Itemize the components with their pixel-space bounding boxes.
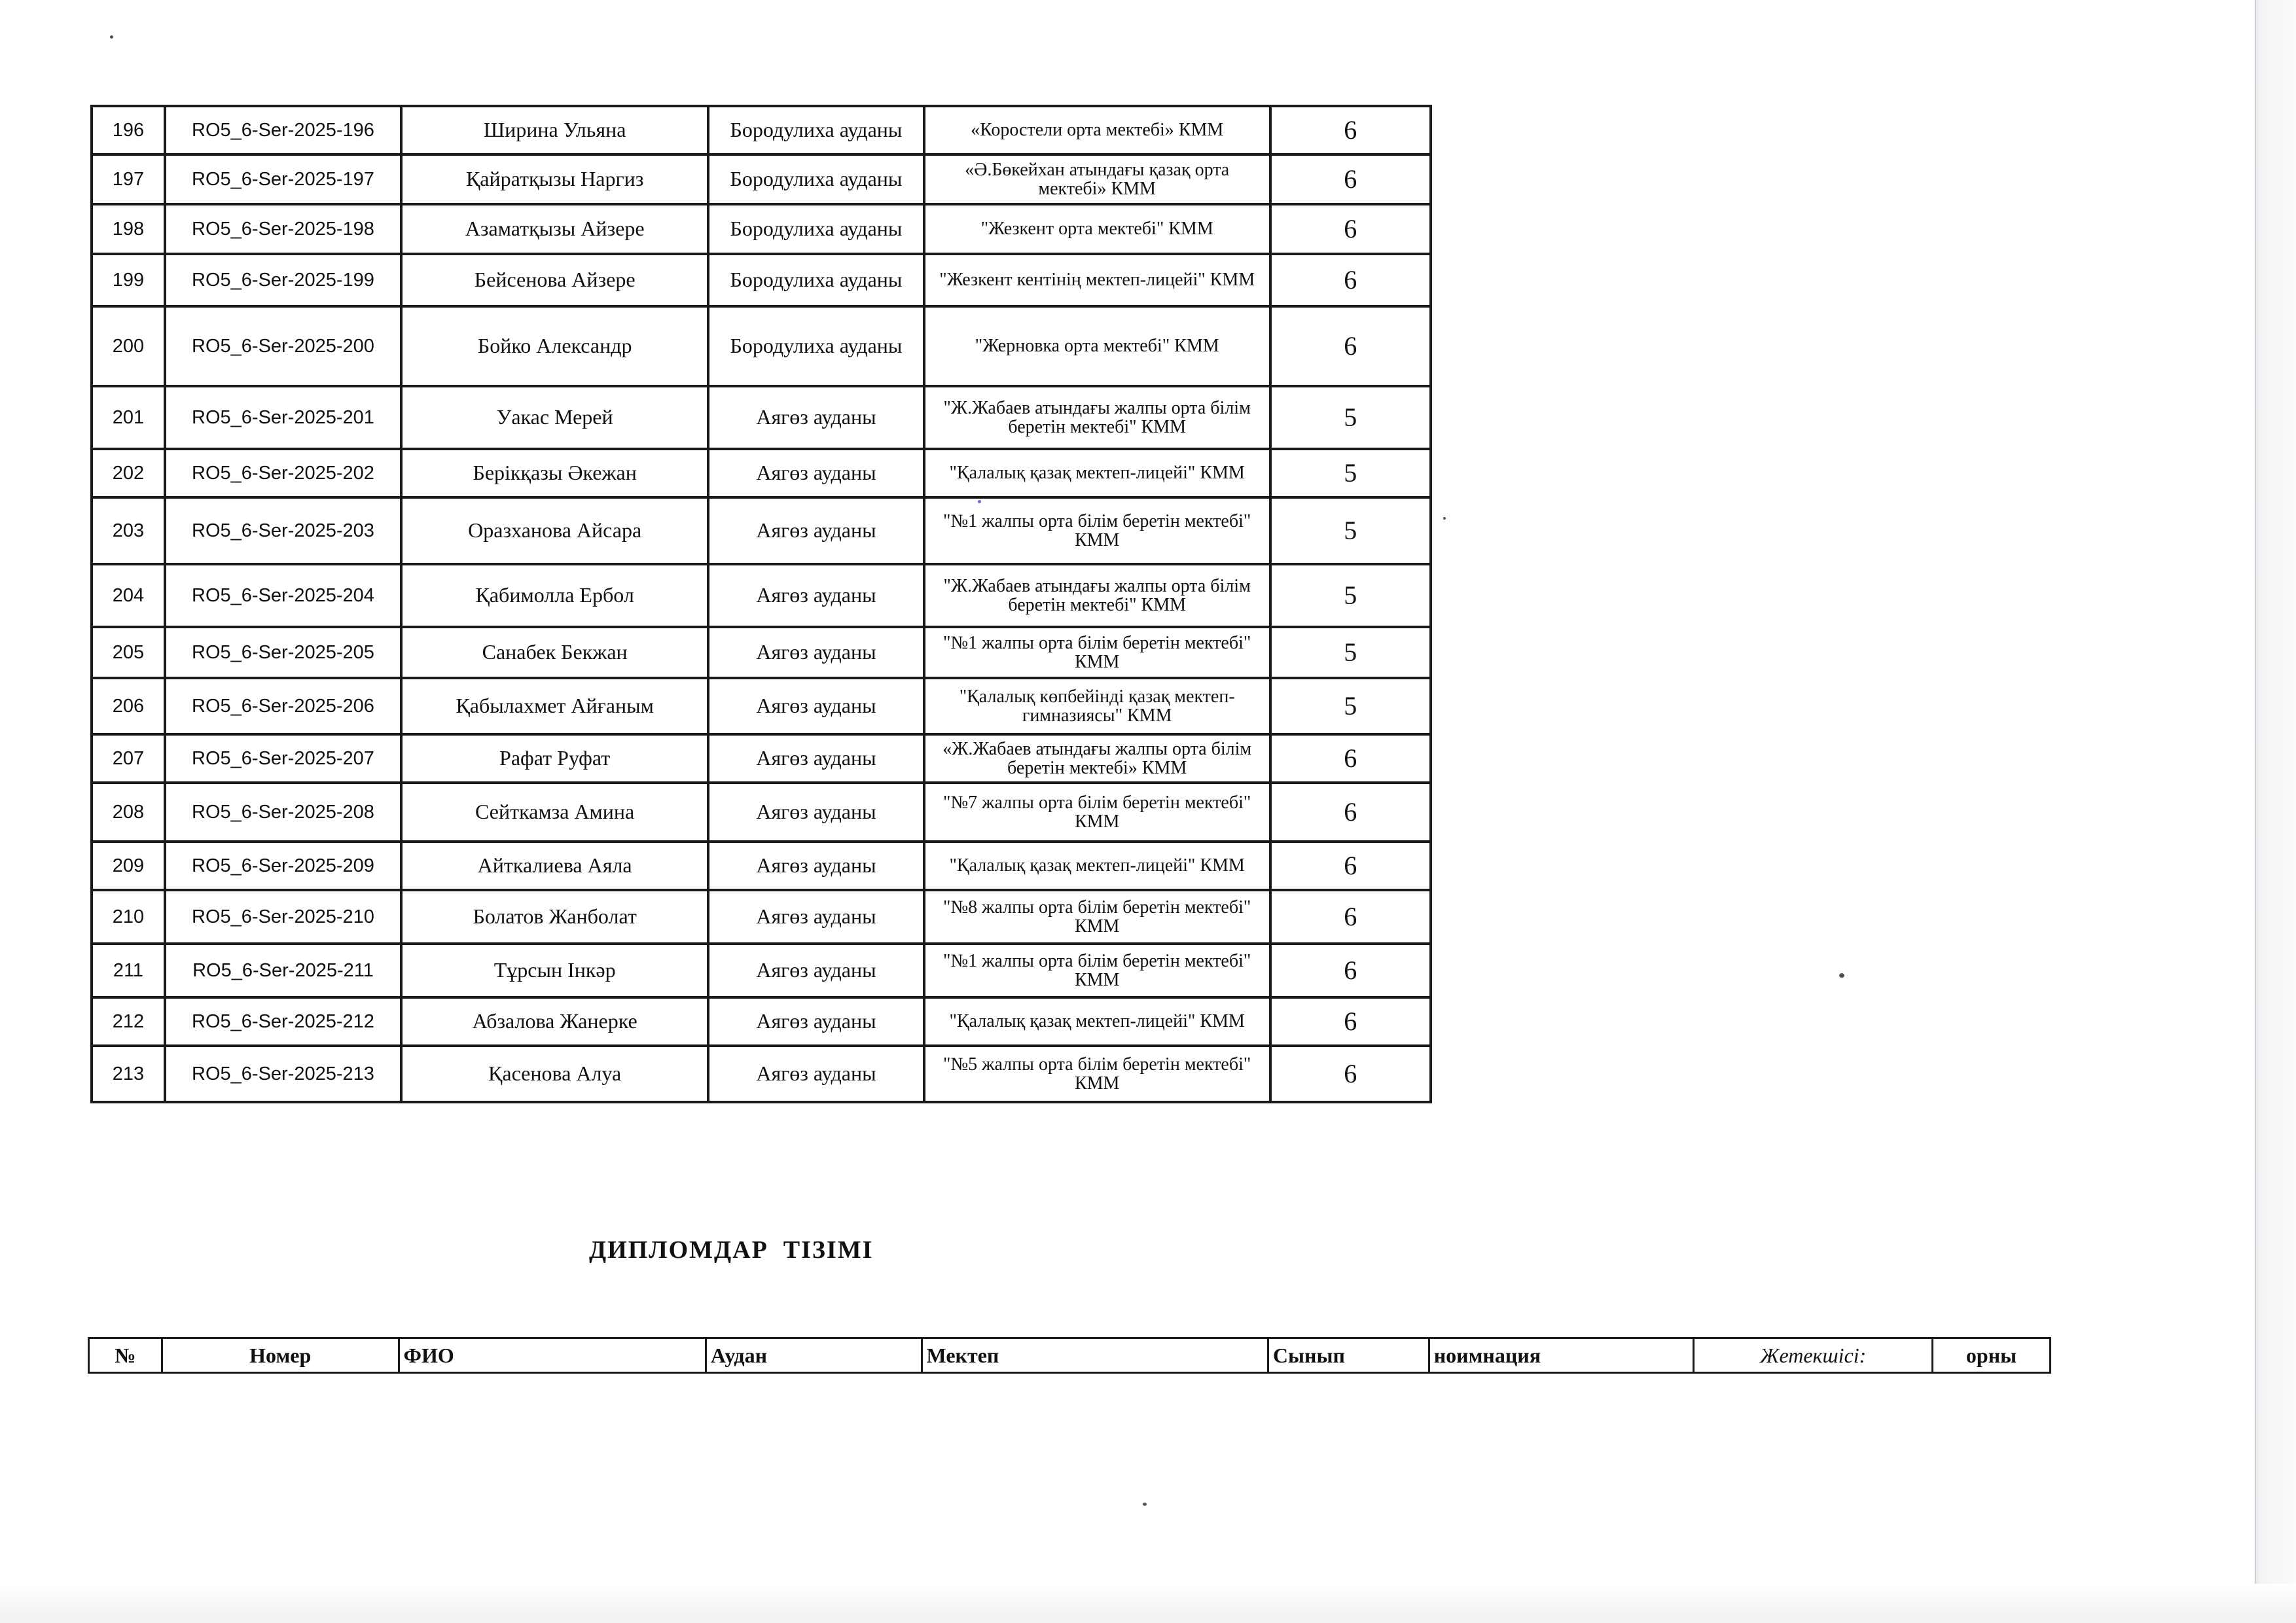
district-name: Бородулиха ауданы bbox=[708, 204, 924, 254]
row-number: 198 bbox=[92, 204, 165, 254]
participant-code: RO5_6-Ser-2025-211 bbox=[165, 944, 401, 997]
grade-value: 6 bbox=[1270, 842, 1431, 890]
grade-value: 6 bbox=[1270, 204, 1431, 254]
header-supervisor: Жетекшісі: bbox=[1694, 1338, 1933, 1373]
table-row bbox=[92, 497, 1431, 564]
participant-name: Сейткамза Амина bbox=[401, 783, 708, 842]
row-number: 197 bbox=[92, 154, 165, 204]
grade-value: 5 bbox=[1270, 386, 1431, 449]
participant-code: RO5_6-Ser-2025-202 bbox=[165, 449, 401, 497]
scan-speck bbox=[110, 35, 113, 39]
table-row bbox=[92, 890, 1431, 944]
row-number: 201 bbox=[92, 386, 165, 449]
district-name: Аягөз ауданы bbox=[708, 997, 924, 1046]
grade-value: 5 bbox=[1270, 497, 1431, 564]
participant-code: RO5_6-Ser-2025-206 bbox=[165, 678, 401, 734]
table-row bbox=[92, 449, 1431, 497]
grade-value: 6 bbox=[1270, 1046, 1431, 1102]
school-name: "№1 жалпы орта білім беретін мектебі" КММ bbox=[924, 944, 1270, 997]
district-name: Аягөз ауданы bbox=[708, 783, 924, 842]
table-row bbox=[92, 1046, 1431, 1102]
participant-code: RO5_6-Ser-2025-200 bbox=[165, 306, 401, 386]
participant-name: Азаматқызы Айзере bbox=[401, 204, 708, 254]
school-name: "Қалалық қазақ мектеп-лицейі" КММ bbox=[924, 449, 1270, 497]
table-row bbox=[92, 386, 1431, 449]
scan-speck bbox=[1443, 517, 1446, 520]
district-name: Бородулиха ауданы bbox=[708, 254, 924, 306]
row-number: 212 bbox=[92, 997, 165, 1046]
grade-value: 5 bbox=[1270, 627, 1431, 678]
school-name: "Қалалық қазақ мектеп-лицейі" КММ bbox=[924, 842, 1270, 890]
grade-value: 6 bbox=[1270, 306, 1431, 386]
grade-value: 6 bbox=[1270, 254, 1431, 306]
participant-code: RO5_6-Ser-2025-197 bbox=[165, 154, 401, 204]
participant-name: Абзалова Жанерке bbox=[401, 997, 708, 1046]
participants-table bbox=[90, 105, 1432, 1103]
district-name: Аягөз ауданы bbox=[708, 386, 924, 449]
school-name: "Жезкент кентінің мектеп-лицейі" КММ bbox=[924, 254, 1270, 306]
row-number: 203 bbox=[92, 497, 165, 564]
table-row bbox=[92, 106, 1431, 154]
scan-page-edge bbox=[2255, 0, 2296, 1623]
grade-value: 6 bbox=[1270, 997, 1431, 1046]
participant-code: RO5_6-Ser-2025-208 bbox=[165, 783, 401, 842]
district-name: Бородулиха ауданы bbox=[708, 106, 924, 154]
school-name: "№1 жалпы орта білім беретін мектебі" КММ bbox=[924, 627, 1270, 678]
district-name: Аягөз ауданы bbox=[708, 627, 924, 678]
row-number: 211 bbox=[92, 944, 165, 997]
participant-name: Санабек Бекжан bbox=[401, 627, 708, 678]
school-name: "Қалалық қазақ мектеп-лицейі" КММ bbox=[924, 997, 1270, 1046]
participant-code: RO5_6-Ser-2025-203 bbox=[165, 497, 401, 564]
table-row bbox=[92, 204, 1431, 254]
participant-code: RO5_6-Ser-2025-204 bbox=[165, 564, 401, 627]
participant-name: Рафат Руфат bbox=[401, 734, 708, 783]
participant-name: Қабылахмет Айғаным bbox=[401, 678, 708, 734]
participants-table-body bbox=[92, 106, 1431, 1102]
scan-bottom-edge bbox=[0, 1584, 2296, 1623]
school-name: "№7 жалпы орта білім беретін мектебі" КММ bbox=[924, 783, 1270, 842]
school-name: «Ж.Жабаев атындағы жалпы орта білім беретін мектебі» КММ bbox=[924, 734, 1270, 783]
school-name: "Ж.Жабаев атындағы жалпы орта білім беретін мектебі" КММ bbox=[924, 564, 1270, 627]
participant-name: Қабимолла Ербол bbox=[401, 564, 708, 627]
participant-name: Қайратқызы Наргиз bbox=[401, 154, 708, 204]
header-no: № bbox=[89, 1338, 162, 1373]
row-number: 208 bbox=[92, 783, 165, 842]
diploma-list-header-row bbox=[89, 1338, 2051, 1373]
participant-name: Бейсенова Айзере bbox=[401, 254, 708, 306]
row-number: 196 bbox=[92, 106, 165, 154]
participant-code: RO5_6-Ser-2025-196 bbox=[165, 106, 401, 154]
table-row bbox=[92, 154, 1431, 204]
grade-value: 6 bbox=[1270, 734, 1431, 783]
table-row bbox=[92, 306, 1431, 386]
participant-code: RO5_6-Ser-2025-201 bbox=[165, 386, 401, 449]
school-name: "№5 жалпы орта білім беретін мектебі" КММ bbox=[924, 1046, 1270, 1102]
row-number: 210 bbox=[92, 890, 165, 944]
school-name: «Коростели орта мектебі» КММ bbox=[924, 106, 1270, 154]
table-row bbox=[92, 564, 1431, 627]
grade-value: 6 bbox=[1270, 106, 1431, 154]
row-number: 199 bbox=[92, 254, 165, 306]
grade-value: 6 bbox=[1270, 783, 1431, 842]
table-row bbox=[92, 944, 1431, 997]
scan-speck bbox=[1143, 1503, 1147, 1506]
row-number: 200 bbox=[92, 306, 165, 386]
participant-code: RO5_6-Ser-2025-209 bbox=[165, 842, 401, 890]
row-number: 202 bbox=[92, 449, 165, 497]
row-number: 204 bbox=[92, 564, 165, 627]
school-name: "№8 жалпы орта білім беретін мектебі" КММ bbox=[924, 890, 1270, 944]
school-name: "Қалалық көпбейінді қазақ мектеп-гимназиясы" КММ bbox=[924, 678, 1270, 734]
participant-name: Айткалиева Аяла bbox=[401, 842, 708, 890]
district-name: Аягөз ауданы bbox=[708, 944, 924, 997]
district-name: Аягөз ауданы bbox=[708, 734, 924, 783]
header-grade: Сынып bbox=[1268, 1338, 1429, 1373]
district-name: Аягөз ауданы bbox=[708, 497, 924, 564]
grade-value: 5 bbox=[1270, 678, 1431, 734]
grade-value: 5 bbox=[1270, 449, 1431, 497]
diploma-list-header-table bbox=[88, 1337, 2051, 1374]
row-number: 205 bbox=[92, 627, 165, 678]
header-district: Аудан bbox=[706, 1338, 922, 1373]
district-name: Аягөз ауданы bbox=[708, 890, 924, 944]
school-name: "Ж.Жабаев атындағы жалпы орта білім беретін мектебі" КММ bbox=[924, 386, 1270, 449]
school-name: "№1 жалпы орта білім беретін мектебі" КММ bbox=[924, 497, 1270, 564]
district-name: Аягөз ауданы bbox=[708, 1046, 924, 1102]
table-row bbox=[92, 678, 1431, 734]
table-row bbox=[92, 254, 1431, 306]
row-number: 209 bbox=[92, 842, 165, 890]
table-row bbox=[92, 997, 1431, 1046]
row-number: 206 bbox=[92, 678, 165, 734]
participant-name: Бойко Александр bbox=[401, 306, 708, 386]
district-name: Аягөз ауданы bbox=[708, 564, 924, 627]
row-number: 207 bbox=[92, 734, 165, 783]
participant-name: Ширина Ульяна bbox=[401, 106, 708, 154]
header-number: Номер bbox=[162, 1338, 399, 1373]
scan-speck bbox=[978, 500, 981, 503]
table-row bbox=[92, 783, 1431, 842]
grade-value: 6 bbox=[1270, 154, 1431, 204]
district-name: Бородулиха ауданы bbox=[708, 306, 924, 386]
district-name: Аягөз ауданы bbox=[708, 678, 924, 734]
participant-code: RO5_6-Ser-2025-205 bbox=[165, 627, 401, 678]
grade-value: 6 bbox=[1270, 890, 1431, 944]
school-name: «Ә.Бөкейхан атындағы қазақ орта мектебі» КММ bbox=[924, 154, 1270, 204]
district-name: Аягөз ауданы bbox=[708, 449, 924, 497]
row-number: 213 bbox=[92, 1046, 165, 1102]
participant-code: RO5_6-Ser-2025-212 bbox=[165, 997, 401, 1046]
scan-speck bbox=[1839, 973, 1844, 978]
header-place: орны bbox=[1933, 1338, 2051, 1373]
participant-code: RO5_6-Ser-2025-198 bbox=[165, 204, 401, 254]
participant-name: Тұрсын Інкәр bbox=[401, 944, 708, 997]
table-row bbox=[92, 734, 1431, 783]
participant-code: RO5_6-Ser-2025-199 bbox=[165, 254, 401, 306]
table-row bbox=[92, 842, 1431, 890]
participant-code: RO5_6-Ser-2025-207 bbox=[165, 734, 401, 783]
participant-name: Қасенова Алуа bbox=[401, 1046, 708, 1102]
participant-code: RO5_6-Ser-2025-213 bbox=[165, 1046, 401, 1102]
school-name: "Жерновка орта мектебі" КММ bbox=[924, 306, 1270, 386]
participant-name: Уакас Мерей bbox=[401, 386, 708, 449]
participant-code: RO5_6-Ser-2025-210 bbox=[165, 890, 401, 944]
header-school: Мектеп bbox=[922, 1338, 1268, 1373]
school-name: "Жезкент орта мектебі" КММ bbox=[924, 204, 1270, 254]
header-fio: ФИО bbox=[399, 1338, 706, 1373]
participant-name: Берікқазы Әкежан bbox=[401, 449, 708, 497]
grade-value: 5 bbox=[1270, 564, 1431, 627]
header-nomination: ноимнация bbox=[1429, 1338, 1694, 1373]
district-name: Бородулиха ауданы bbox=[708, 154, 924, 204]
district-name: Аягөз ауданы bbox=[708, 842, 924, 890]
grade-value: 6 bbox=[1270, 944, 1431, 997]
table-row bbox=[92, 627, 1431, 678]
participant-name: Болатов Жанболат bbox=[401, 890, 708, 944]
participant-name: Оразханова Айсара bbox=[401, 497, 708, 564]
diploma-list-title: ДИПЛОМДАР ТІЗІМІ bbox=[589, 1236, 874, 1264]
